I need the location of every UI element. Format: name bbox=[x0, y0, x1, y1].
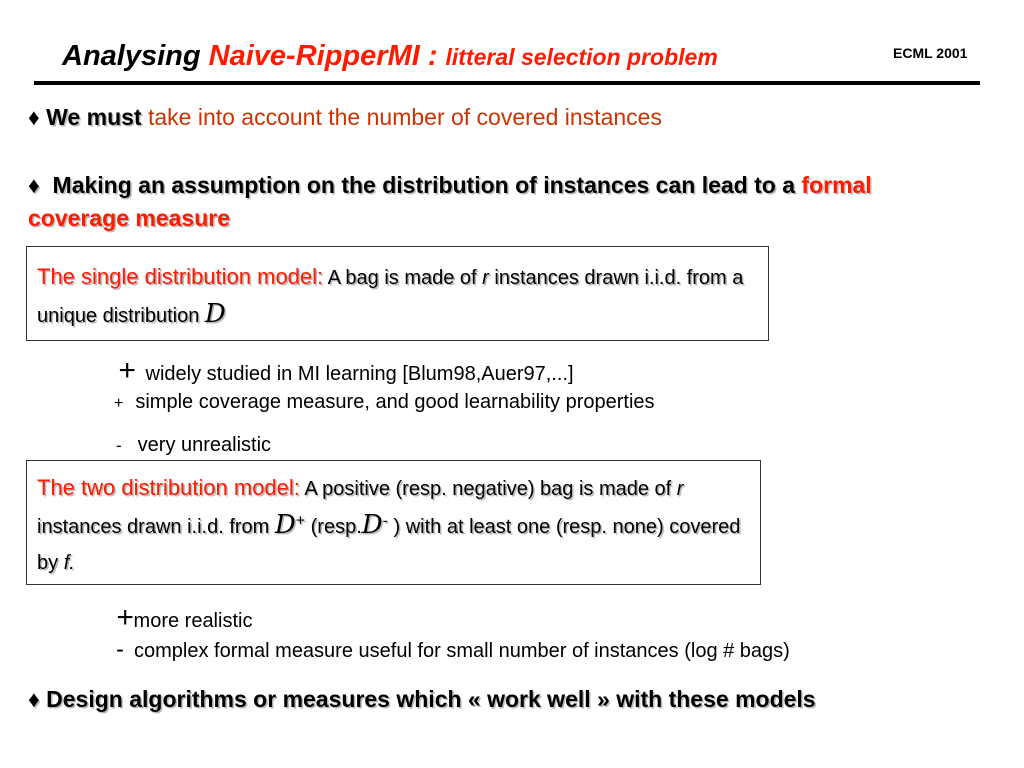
plus-superscript: + bbox=[295, 512, 306, 530]
single-distribution-box bbox=[26, 246, 769, 341]
bullet-2 bbox=[28, 169, 888, 235]
bullet-3 bbox=[28, 685, 928, 713]
two-point-text: more realistic bbox=[133, 610, 253, 632]
box1-r: r bbox=[482, 267, 489, 289]
bullet-3-text: Design algorithms or measures which « work well » with these models bbox=[46, 686, 816, 712]
bullet-1-emph: We must bbox=[46, 104, 142, 130]
box2-text-b: instances drawn i.i.d. from bbox=[37, 516, 275, 538]
single-point-1 bbox=[118, 354, 574, 388]
title-part1: Analysing bbox=[62, 40, 209, 72]
two-point-text: complex formal measure useful for small number of instances (log # bags) bbox=[134, 640, 790, 662]
box1-text-a: A bag is made of bbox=[323, 267, 483, 289]
distribution-d-minus-symbol: D bbox=[361, 510, 383, 540]
bullet-1 bbox=[28, 104, 662, 131]
single-point-text: simple coverage measure, and good learnability properties bbox=[135, 391, 655, 413]
plus-mark-icon: + bbox=[116, 601, 134, 634]
slide-title bbox=[62, 40, 718, 73]
box2-text-d: ) with at least one (resp. none) covered by bbox=[37, 516, 741, 574]
two-point-2 bbox=[116, 636, 790, 664]
box1-lead: The single distribution model: bbox=[37, 264, 324, 289]
bullet-1-text: take into account the number of covered instances bbox=[141, 104, 662, 130]
box2-text-a: A positive (resp. negative) bag is made of bbox=[299, 478, 677, 500]
diamond-bullet-icon: ♦ bbox=[28, 686, 40, 712]
title-part3: litteral selection problem bbox=[445, 44, 718, 70]
conference-label: ECML 2001 bbox=[893, 45, 968, 61]
diamond-bullet-icon: ♦ bbox=[28, 104, 40, 130]
diamond-bullet-icon: ♦ bbox=[28, 172, 40, 198]
plus-mark-icon: + bbox=[118, 354, 136, 387]
box2-lead: The two distribution model: bbox=[37, 475, 300, 500]
single-point-3 bbox=[116, 434, 271, 457]
minus-superscript: - bbox=[382, 512, 388, 530]
title-divider bbox=[34, 81, 980, 85]
bullet-2-highlight: formal coverage measure bbox=[28, 172, 872, 231]
plus-mark-icon: + bbox=[114, 395, 124, 412]
single-point-text: widely studied in MI learning [Blum98,Auer97,...] bbox=[145, 363, 574, 385]
box2-r: r bbox=[676, 478, 684, 500]
distribution-d-symbol: D bbox=[204, 299, 226, 329]
box2-f: f. bbox=[63, 552, 75, 574]
two-distribution-box bbox=[26, 460, 761, 585]
box1-text-b: instances drawn i.i.d. from a unique distribution bbox=[37, 267, 744, 327]
single-point-text: very unrealistic bbox=[137, 434, 272, 456]
single-point-2 bbox=[114, 391, 655, 414]
distribution-d-plus-symbol: D bbox=[274, 510, 296, 540]
minus-mark-icon: - bbox=[116, 636, 124, 663]
title-part2: Naive-RipperMI : bbox=[208, 40, 446, 72]
minus-mark-icon: - bbox=[116, 436, 122, 455]
box2-text-c: (resp. bbox=[305, 516, 362, 538]
bullet-2-text: Making an assumption on the distribution of instances can lead to a bbox=[52, 172, 802, 198]
two-point-1 bbox=[116, 601, 252, 635]
